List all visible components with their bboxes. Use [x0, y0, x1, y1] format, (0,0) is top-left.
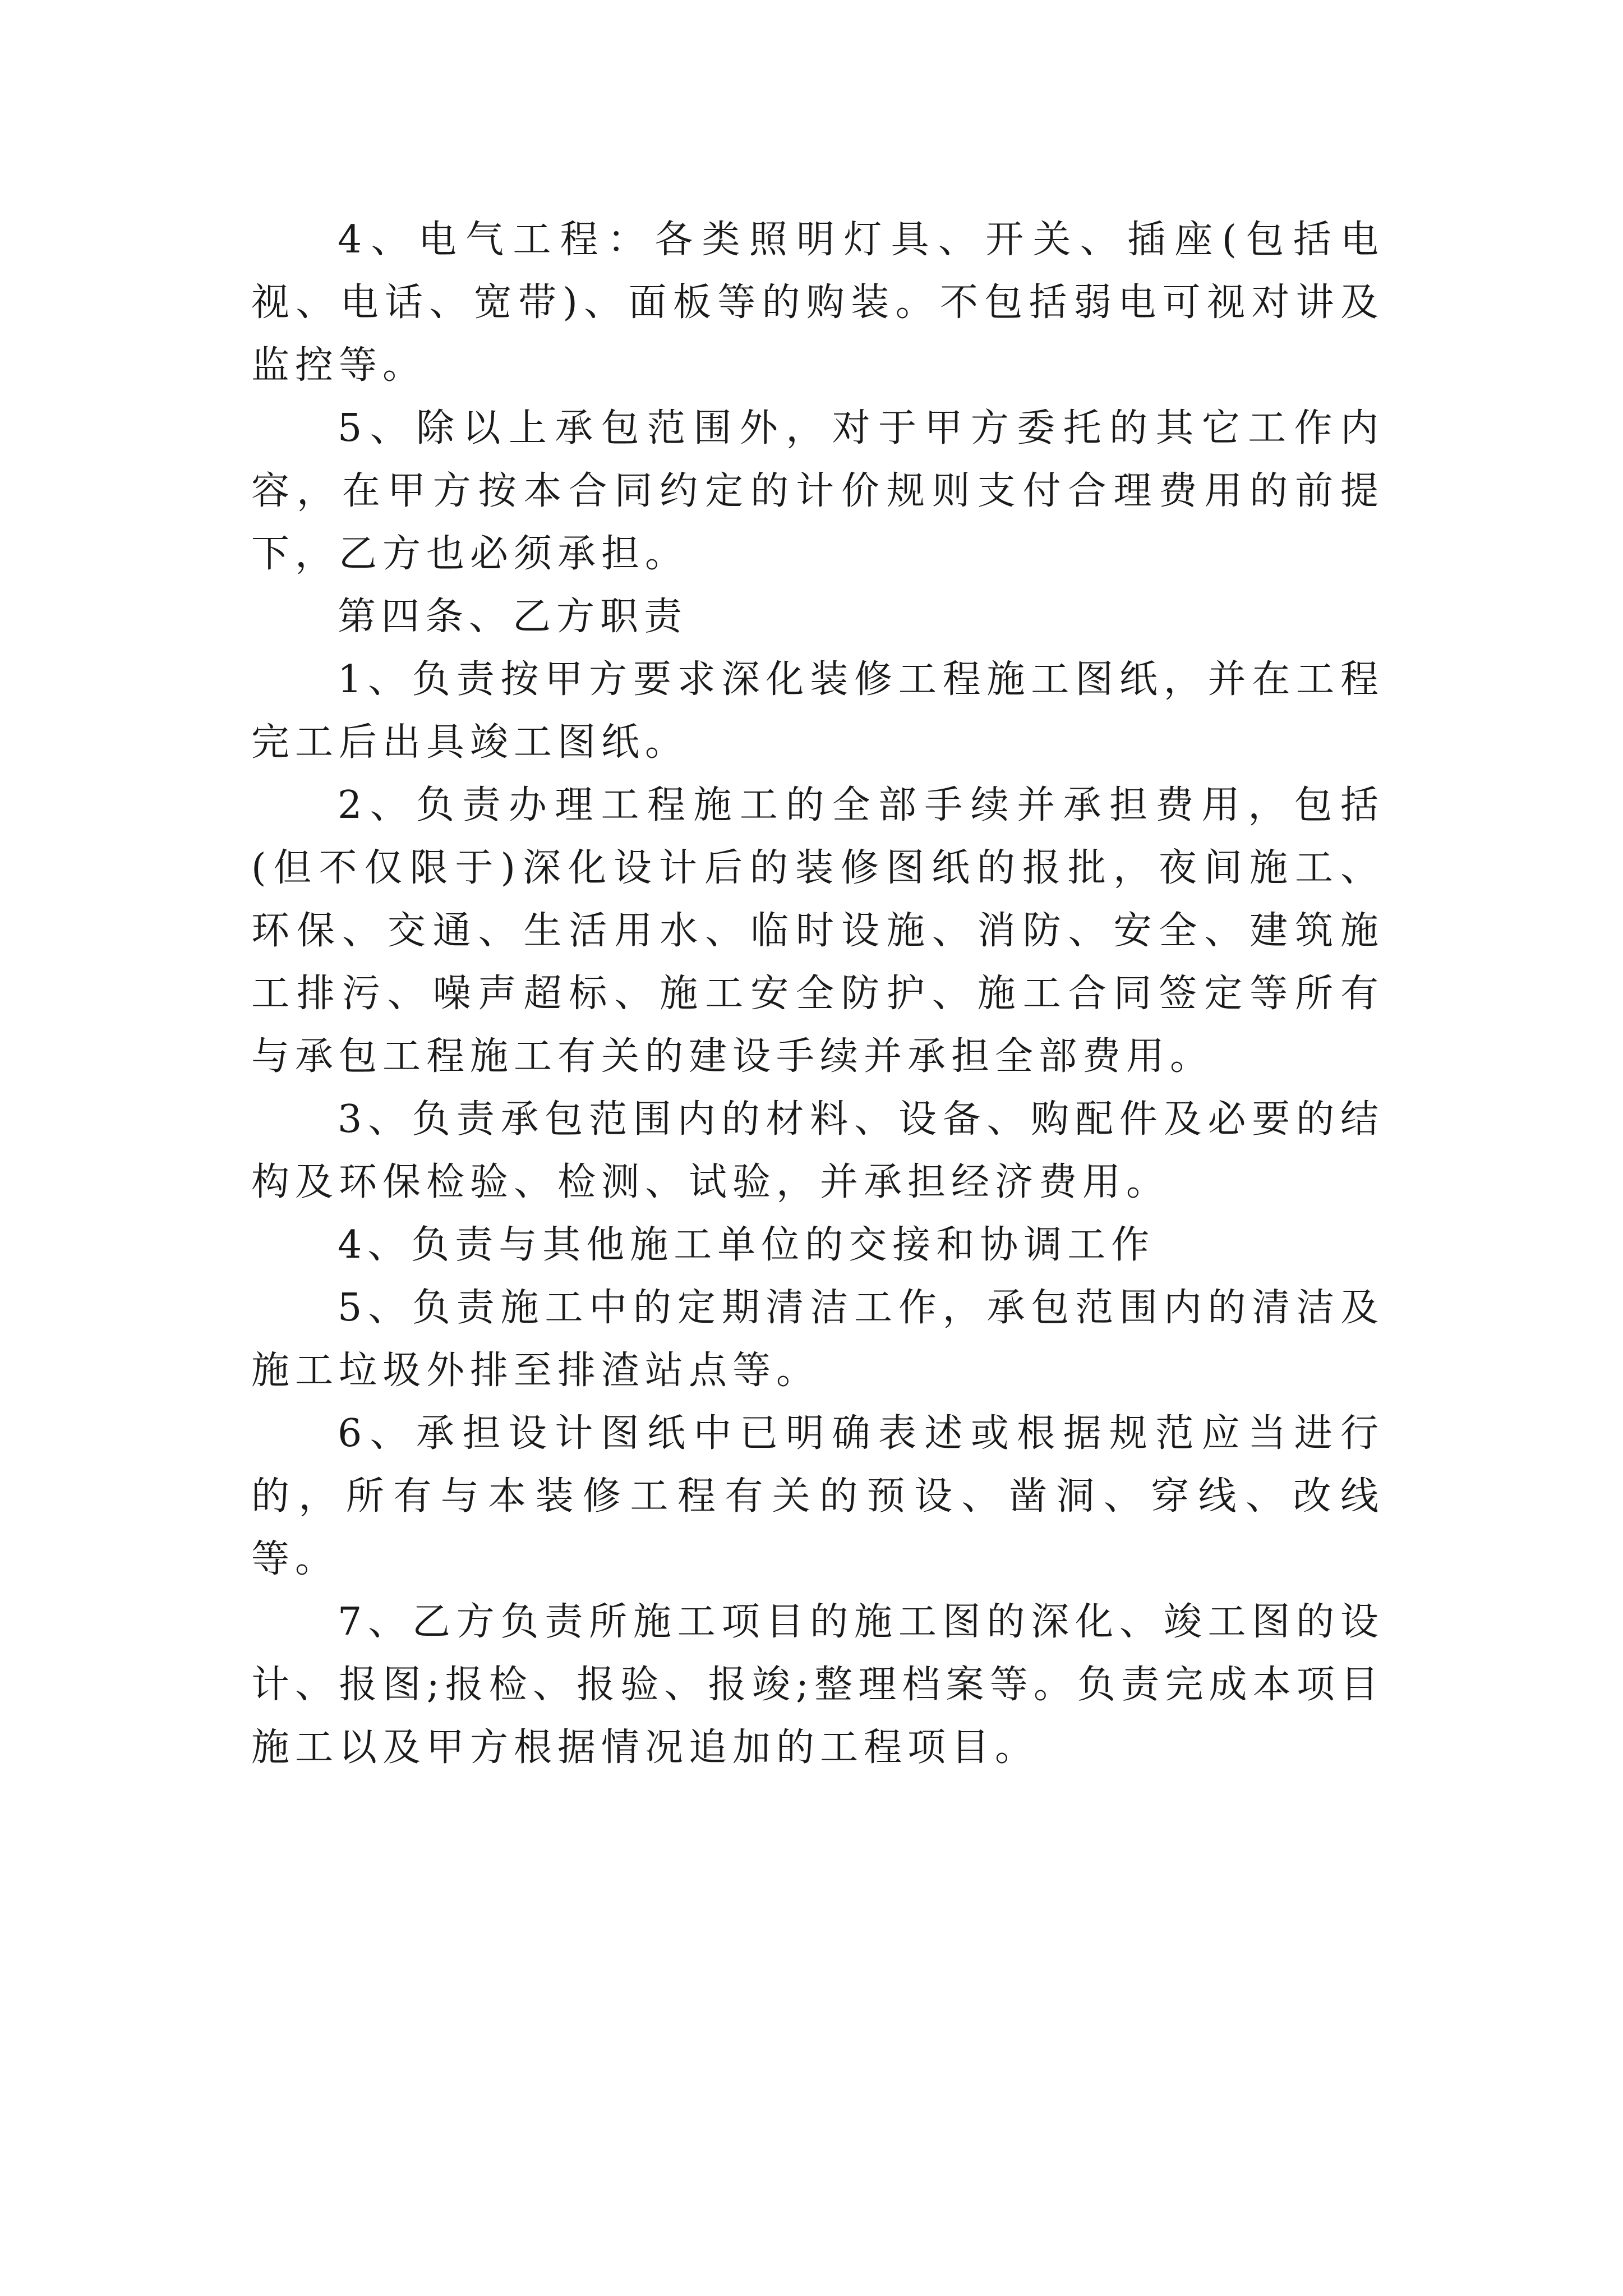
paragraph-duty-3: 3、负责承包范围内的材料、设备、购配件及必要的结构及环保检验、检测、试验，并承担经济费用。 [251, 1097, 1384, 1204]
paragraph-duty-7: 7、乙方负责所施工项目的施工图的深化、竣工图的设计、报图;报检、报验、报竣;整理档案等。负责完成本项目施工以及甲方根据情况追加的工程项目。 [251, 1600, 1384, 1770]
paragraph-duty-4: 4、负责与其他施工单位的交接和协调工作 [338, 1223, 1155, 1267]
paragraph-duty-2: 2、负责办理工程施工的全部手续并承担费用，包括(但不仅限于)深化设计后的装修图纸的报批，夜间施工、环保、交通、生活用水、临时设施、消防、安全、建筑施工排污、噪声超标、施工安全防护、施工合同签定等所有与承包工程施工有关的建设手续并承担全部费用。 [251, 783, 1384, 1079]
document-body [251, 209, 1384, 1779]
paragraph-duty-6: 6、承担设计图纸中已明确表述或根据规范应当进行的，所有与本装修工程有关的预设、凿洞、穿线、改线等。 [251, 1411, 1384, 1581]
paragraph-other-entrusted-work: 5、除以上承包范围外，对于甲方委托的其它工作内容，在甲方按本合同约定的计价规则支付合理费用的前提下，乙方也必须承担。 [251, 406, 1384, 576]
paragraph-duty-5: 5、负责施工中的定期清洁工作，承包范围内的清洁及施工垃圾外排至排渣站点等。 [251, 1286, 1384, 1393]
paragraph-duty-1: 1、负责按甲方要求深化装修工程施工图纸，并在工程完工后出具竣工图纸。 [251, 657, 1384, 765]
paragraph-electrical-works: 4、电气工程：各类照明灯具、开关、插座(包括电视、电话、宽带)、面板等的购装。不包括弱电可视对讲及监控等。 [251, 218, 1384, 388]
section-heading-article-4: 第四条、乙方职责 [338, 595, 688, 639]
